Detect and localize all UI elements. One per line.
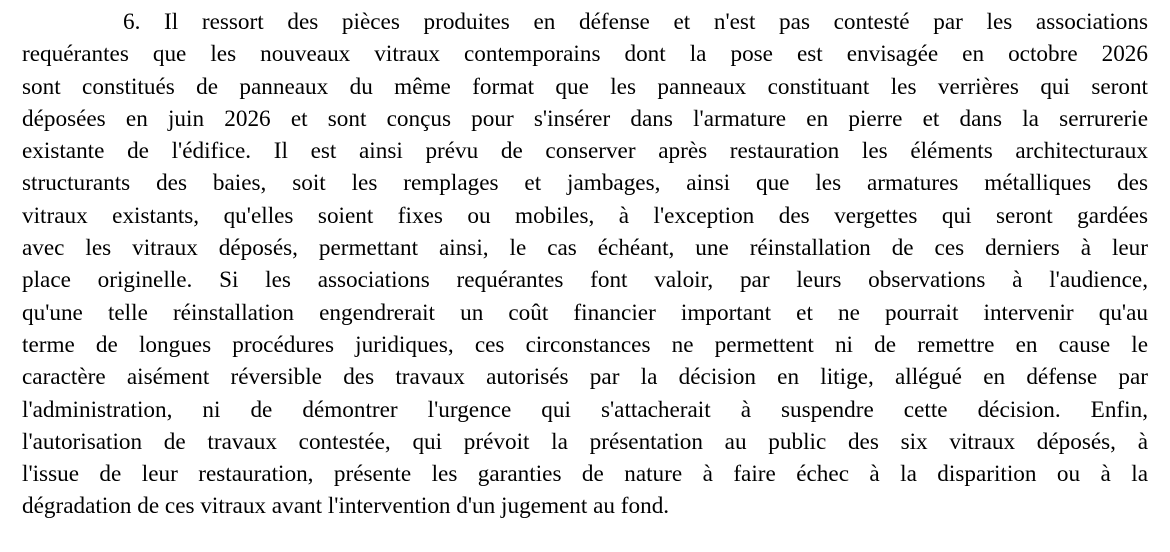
text-line: vitraux existants, qu'elles soient fixes ou mobiles, à l'exception des vergettes qui seront gardées (22, 202, 1148, 229)
text-line: requérantes que les nouveaux vitraux contemporains dont la pose est envisagée en octobre 2026 (22, 41, 1148, 68)
text-line: qu'une telle réinstallation engendrerait un coût financier important et ne pourrait intervenir qu'au (22, 299, 1148, 326)
text-line: terme de longues procédures juridiques, ces circonstances ne permettent ni de remettre en cause le (22, 331, 1148, 358)
paragraph-6 (22, 6, 1148, 523)
text-line: sont constitués de panneaux du même format que les panneaux constituant les verrières qui seront (22, 73, 1148, 100)
text-line: l'administration, ni de démontrer l'urgence qui s'attacherait à suspendre cette décision. Enfin, (22, 396, 1148, 423)
text-line: 6. Il ressort des pièces produites en défense et n'est pas contesté par les associations (123, 9, 1148, 35)
text-line: structurants des baies, soit les remplages et jambages, ainsi que les armatures métalliques des (22, 170, 1148, 197)
text-line: l'autorisation de travaux contestée, qui prévoit la présentation au public des six vitraux déposés, à (22, 428, 1148, 455)
text-line: avec les vitraux déposés, permettant ainsi, le cas échéant, une réinstallation de ces derniers à leur (22, 235, 1148, 262)
text-line: existante de l'édifice. Il est ainsi prévu de conserver après restauration les éléments architecturaux (22, 138, 1148, 165)
text-line: caractère aisément réversible des travaux autorisés par la décision en litige, allégué en défense par (22, 364, 1148, 391)
text-line: déposées en juin 2026 et sont conçus pour s'insérer dans l'armature en pierre et dans la serrurerie (22, 105, 1148, 132)
text-line: dégradation de ces vitraux avant l'intervention d'un jugement au fond. (22, 493, 670, 520)
text-line: place originelle. Si les associations requérantes font valoir, par leurs observations à l'audience, (22, 267, 1148, 294)
text-line: l'issue de leur restauration, présente les garanties de nature à faire échec à la disparition ou à la (22, 461, 1148, 488)
